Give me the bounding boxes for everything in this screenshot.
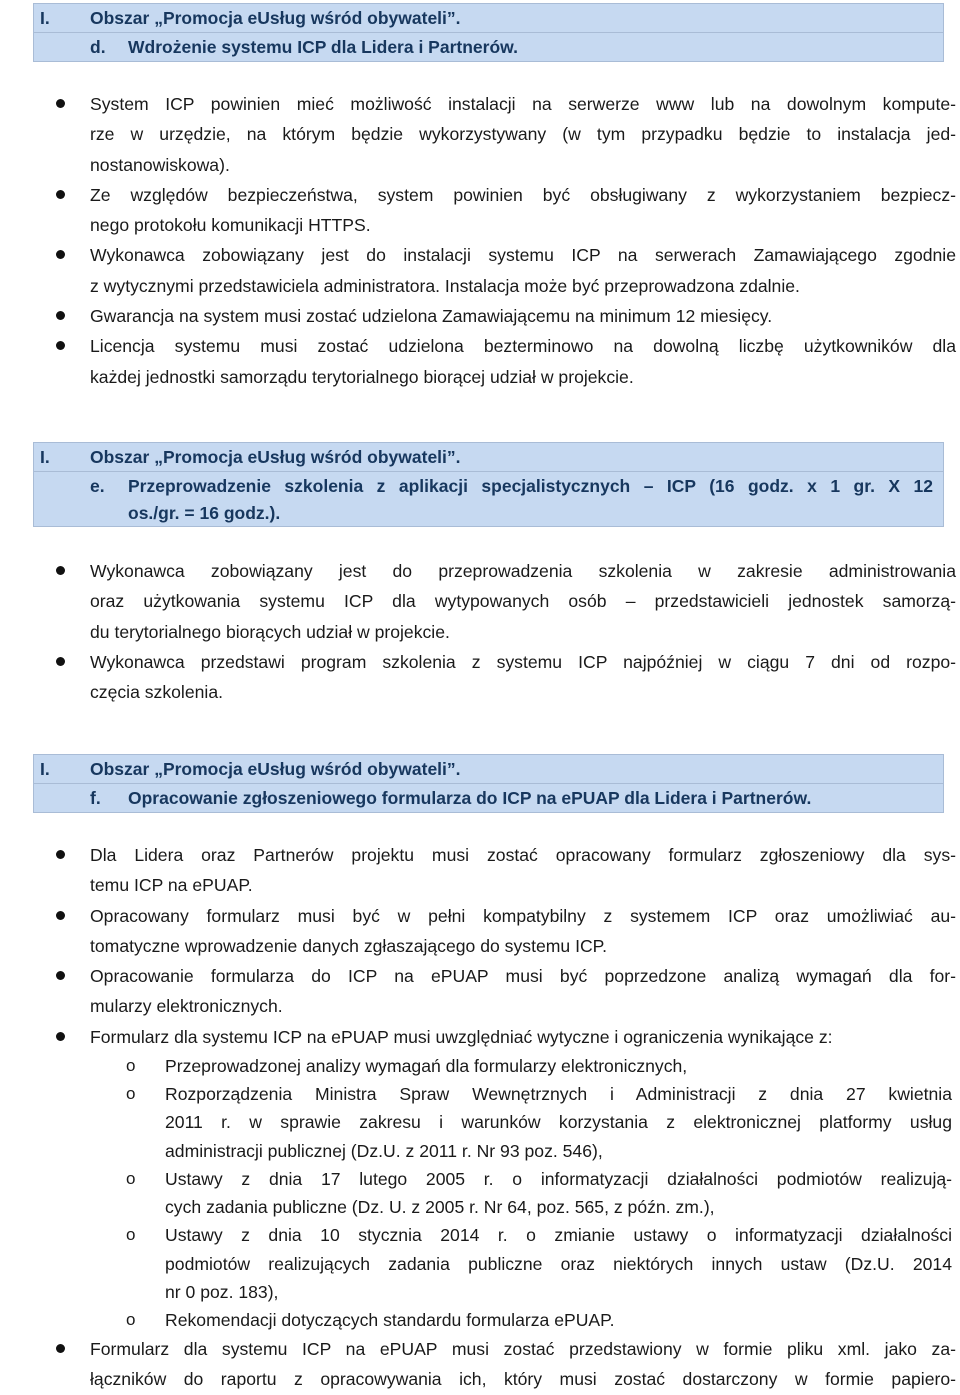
list-item <box>0 331 960 392</box>
bullet-icon <box>56 1344 65 1353</box>
bullet-icon <box>56 911 65 920</box>
section-header-d <box>33 3 944 62</box>
list-item <box>0 89 960 180</box>
sub-list-item <box>90 1165 956 1221</box>
list-item <box>0 647 960 708</box>
list-item <box>0 961 960 1022</box>
text-line: Dla Lidera oraz Partnerów projektu musi zostać opracowany formularz zgłoszeniowy dla sys- <box>90 845 956 865</box>
text-line: 2011 r. w sprawie zakresu i warunków korzystania z elektronicznej platformy usług <box>165 1112 952 1133</box>
list-item <box>0 840 960 901</box>
text-line: oraz użytkowania systemu ICP dla wytypowanych osób – przedstawicieli jednostek samorzą- <box>90 591 956 612</box>
text-line: Opracowanie formularza do ICP na ePUAP musi być poprzedzone analizą wymagań dla for- <box>90 966 956 987</box>
text-line: rze w urzędzie, na którym będzie wykorzystywany (w tym przypadku będzie to instalacja jed- <box>90 124 956 145</box>
subsection-letter: e. <box>90 476 105 496</box>
circle-bullet-icon: o <box>126 1056 136 1076</box>
sub-list-item <box>90 1080 956 1165</box>
bullet-icon <box>56 1032 65 1041</box>
bullet-list-f <box>0 840 960 1395</box>
circle-bullet-icon: o <box>126 1225 136 1245</box>
bullet-icon <box>56 311 65 320</box>
subsection-letter: d. <box>90 37 106 57</box>
bullet-list-d <box>0 89 960 392</box>
circle-bullet-icon: o <box>126 1084 136 1104</box>
text-line: Rekomendacji dotyczących standardu formularza ePUAP. <box>165 1309 615 1330</box>
subsection-title: Wdrożenie systemu ICP dla Lidera i Partnerów. <box>128 37 518 57</box>
bullet-icon <box>56 99 65 108</box>
bullet-icon <box>56 657 65 666</box>
text-line: każdej jednostki samorządu terytorialnego biorącej udział w projekcie. <box>90 366 634 387</box>
sub-list <box>90 1052 956 1334</box>
text-line: Przeprowadzonej analizy wymagań dla formularzy elektronicznych, <box>165 1056 688 1077</box>
text-line: cych zadania publiczne (Dz. U. z 2005 r. Nr 64, poz. 565, z późn. zm.), <box>165 1197 715 1218</box>
text-line: Gwarancja na system musi zostać udzielona Zamawiającemu na minimum 12 miesięcy. <box>90 306 773 327</box>
text-line: Licencja systemu musi zostać udzielona bezterminowo na dowolną liczbę użytkowników dla <box>90 336 956 357</box>
text-line: łączników do raportu z opracowywania ich, który musi zostać dostarczony w formie papiero- <box>90 1369 956 1390</box>
bullet-icon <box>56 850 65 859</box>
circle-bullet-icon: o <box>126 1168 136 1188</box>
text-line: tomatyczne wprowadzenie danych zgłaszającego do systemu ICP. <box>90 935 608 956</box>
bullet-icon <box>56 971 65 980</box>
text-line: Ustawy z dnia 10 stycznia 2014 r. o zmianie ustawy o informatyzacji działalności <box>165 1225 952 1246</box>
section-title: Obszar „Promocja eUsług wśród obywateli”. <box>90 8 461 28</box>
text-line: z wytycznymi przedstawiciela administratora. Instalacja może być przeprowadzona zdalnie. <box>90 275 800 296</box>
text-line: Opracowany formularz musi być w pełni kompatybilny z systemem ICP oraz umożliwiać au- <box>90 905 956 926</box>
text-line: Wykonawca zobowiązany jest do instalacji systemu ICP na serwerach Zamawiającego zgodnie <box>90 245 956 266</box>
text-line: mularzy elektronicznych. <box>90 996 283 1017</box>
text-line: administracji publicznej (Dz.U. z 2011 r. Nr 93 poz. 546), <box>165 1140 603 1161</box>
text-line: nego protokołu komunikacji HTTPS. <box>90 215 371 236</box>
section-number: I. <box>40 447 50 467</box>
subsection-letter: f. <box>90 788 101 808</box>
text-line: Formularz dla systemu ICP na ePUAP musi uwzględniać wytyczne i ograniczenia wynikające z: <box>90 1026 833 1047</box>
sub-list-item <box>90 1052 956 1080</box>
list-item <box>0 1334 960 1395</box>
section-header-e <box>33 442 944 527</box>
list-item <box>0 556 960 647</box>
text-line: Rozporządzenia Ministra Spraw Wewnętrznych i Administracji z dnia 27 kwietnia <box>165 1084 952 1105</box>
sub-list-item <box>90 1306 956 1334</box>
text-line: nr 0 poz. 183), <box>165 1281 279 1302</box>
bullet-icon <box>56 190 65 199</box>
list-item <box>0 901 960 962</box>
section-title: Obszar „Promocja eUsług wśród obywateli”. <box>90 759 461 779</box>
bullet-icon <box>56 341 65 350</box>
sub-list-item <box>90 1221 956 1306</box>
bullet-list-e <box>0 556 960 707</box>
text-line: System ICP powinien mieć możliwość instalacji na serwerze www lub na dowolnym kompute- <box>90 94 956 114</box>
text-line: częcia szkolenia. <box>90 682 223 703</box>
section-number: I. <box>40 759 50 779</box>
list-item <box>0 240 960 301</box>
bullet-icon <box>56 250 65 259</box>
bullet-icon <box>56 566 65 575</box>
list-item <box>0 1022 960 1334</box>
text-line: podmiotów realizujących zadania publiczne oraz niektórych innych ustaw (Dz.U. 2014 <box>165 1253 952 1274</box>
list-item <box>0 180 960 241</box>
subsection-title: Opracowanie zgłoszeniowego formularza do ICP na ePUAP dla Lidera i Partnerów. <box>128 788 812 808</box>
section-header-f <box>33 754 944 813</box>
text-line: temu ICP na ePUAP. <box>90 875 253 896</box>
list-item <box>0 301 960 331</box>
text-line: Ze względów bezpieczeństwa, system powinien być obsługiwany z wykorzystaniem bezpiecz- <box>90 184 956 205</box>
text-line: Ustawy z dnia 17 lutego 2005 r. o informatyzacji działalności podmiotów realizują- <box>165 1168 952 1189</box>
subsection-title-cont: os./gr. = 16 godz.). <box>128 503 281 523</box>
section-title: Obszar „Promocja eUsług wśród obywateli”. <box>90 447 461 467</box>
circle-bullet-icon: o <box>126 1309 136 1329</box>
text-line: Formularz dla systemu ICP na ePUAP musi zostać przedstawiony w formie pliku xml. jako za- <box>90 1339 956 1360</box>
text-line: nostanowiskowa). <box>90 154 230 175</box>
section-number: I. <box>40 8 50 28</box>
text-line: Wykonawca zobowiązany jest do przeprowadzenia szkolenia w zakresie administrowania <box>90 561 956 581</box>
text-line: Wykonawca przedstawi program szkolenia z systemu ICP najpóźniej w ciągu 7 dni od rozpo- <box>90 651 956 672</box>
subsection-title: Przeprowadzenie szkolenia z aplikacji specjalistycznych – ICP (16 godz. x 1 gr. X 12 <box>128 476 933 496</box>
text-line: du terytorialnego biorących udział w projekcie. <box>90 621 450 642</box>
